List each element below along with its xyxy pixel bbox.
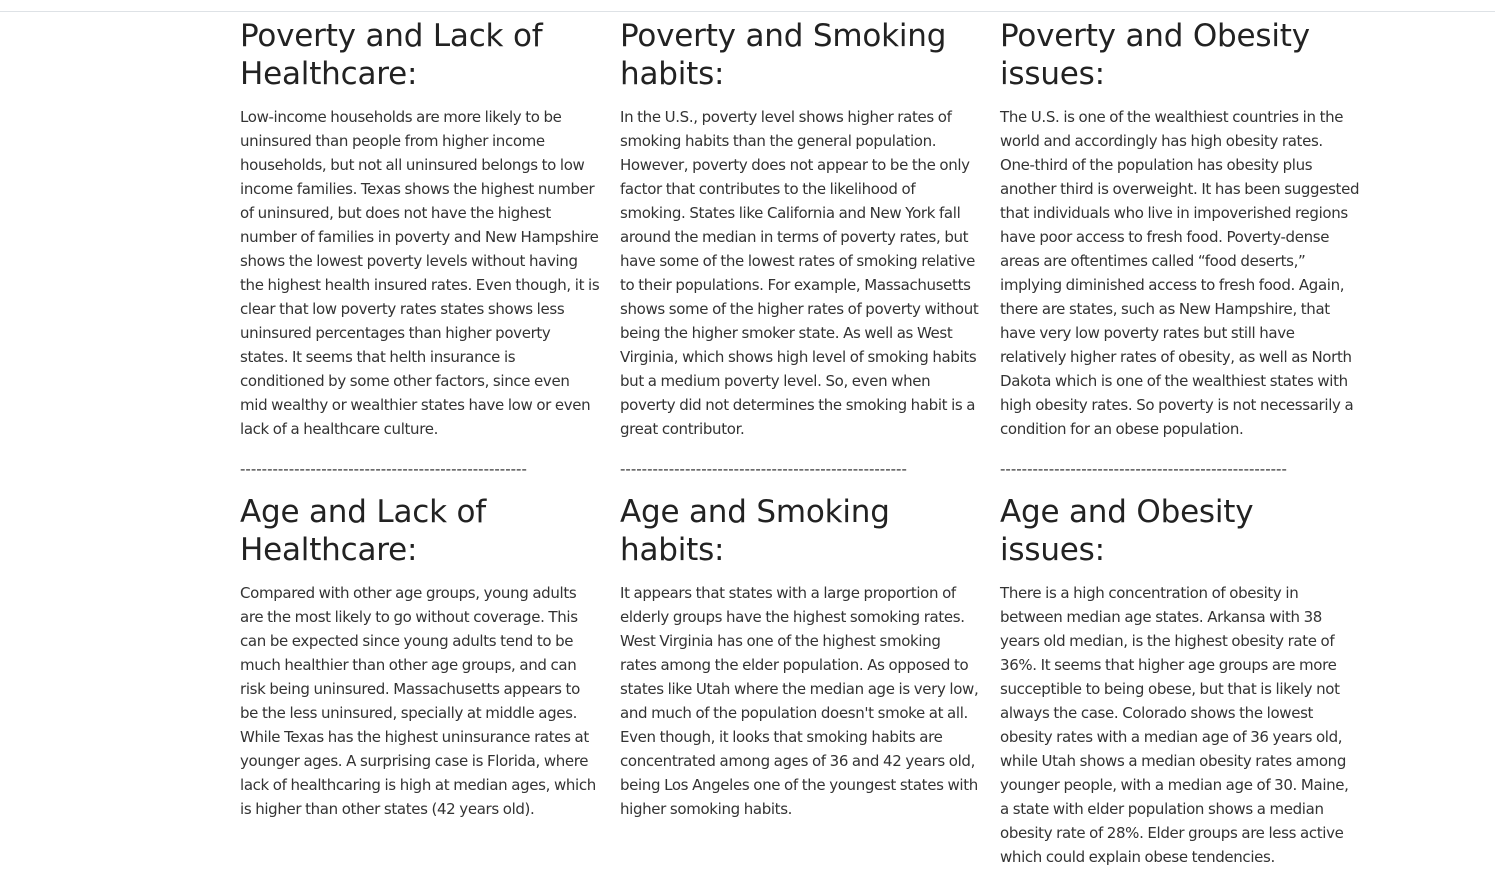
section-body: The U.S. is one of the wealthiest countries in the world and accordingly has high obesity rates. One-third of the population has obesity plus another third is overweight. It has been suggested that individuals who live in impoverished regions have poor access to fresh food. Poverty-dense areas are oftentimes called “food deserts,” implying diminished access to fresh food. Again, there are states, such as New Hampshire, that have very low poverty rates but still have relatively higher rates of obesity, as well as North Dakota which is one of the wealthiest states with high obesity rates. So poverty is not necessarily a condition for an obese population.: [1000, 108, 1360, 438]
poverty-analysis-row: [230, 17, 1370, 481]
section-title: Age and Obesity issues:: [1000, 494, 1254, 568]
dashed-divider: -----------------------------------------------------: [620, 460, 907, 478]
section-title: Poverty and Obesity issues:: [1000, 18, 1310, 92]
age-smoking-section: [610, 493, 990, 869]
age-healthcare-section: [230, 493, 610, 869]
dashed-divider: -----------------------------------------------------: [1000, 460, 1287, 478]
poverty-obesity-section: [990, 17, 1370, 481]
poverty-smoking-section: [610, 17, 990, 481]
age-obesity-section: [990, 493, 1370, 869]
age-analysis-row: [230, 493, 1370, 869]
section-title: Age and Smoking habits:: [620, 494, 890, 568]
poverty-healthcare-section: [230, 17, 610, 481]
header-bottom-border: [0, 11, 1495, 12]
section-title: Poverty and Smoking habits:: [620, 18, 947, 92]
section-body: There is a high concentration of obesity in between median age states. Arkansa with 38 years old median, is the highest obesity rate of 36%. It seems that higher age groups are more succeptible to being obese, but that is likely not always the case. Colorado shows the lowest obesity rates with a median age of 36 years old, while Utah shows a median obesity rates among younger people, with a median age of 30. Maine, a state with elder population shows a median obesity rate of 28%. Elder groups are less active which could explain obese tendencies.: [1000, 584, 1349, 866]
section-body: Low-income households are more likely to be uninsured than people from higher income households, but not all uninsured belongs to low income families. Texas shows the highest number of uninsured, but does not have the highest number of families in poverty and New Hampshire shows the lowest poverty levels without having the highest health insured rates. Even though, it is clear that low poverty rates states shows less uninsured percentages than higher poverty states. It seems that helth insurance is conditioned by some other factors, since even mid wealthy or wealthier states have low or even lack of a healthcare culture.: [240, 108, 600, 438]
section-title: Poverty and Lack of Healthcare:: [240, 18, 543, 92]
section-body: It appears that states with a large proportion of elderly groups have the highest somoking rates. West Virginia has one of the highest smoking rates among the elder population. As opposed to states like Utah where the median age is very low, and much of the population doesn't smoke at all. Even though, it looks that smoking habits are concentrated among ages of 36 and 42 years old, being Los Angeles one of the youngest states with higher somoking habits.: [620, 584, 979, 818]
section-body: Compared with other age groups, young adults are the most likely to go without coverage. This can be expected since young adults tend to be much healthier than other age groups, and can risk being uninsured. Massachusetts appears to be the less uninsured, specially at middle ages. While Texas has the highest uninsurance rates at younger ages. A surprising case is Florida, where lack of healthcaring is high at median ages, which is higher than other states (42 years old).: [240, 584, 596, 818]
section-body: In the U.S., poverty level shows higher rates of smoking habits than the general population. However, poverty does not appear to be the only factor that contributes to the likelihood of smoking. States like California and New York fall around the median in terms of poverty rates, but have some of the lowest rates of smoking relative to their populations. For example, Massachusetts shows some of the higher rates of poverty without being the higher smoker state. As well as West Virginia, which shows high level of smoking habits but a medium poverty level. So, even when poverty did not determines the smoking habit is a great contributor.: [620, 108, 979, 438]
section-title: Age and Lack of Healthcare:: [240, 494, 486, 568]
dashed-divider: -----------------------------------------------------: [240, 460, 527, 478]
